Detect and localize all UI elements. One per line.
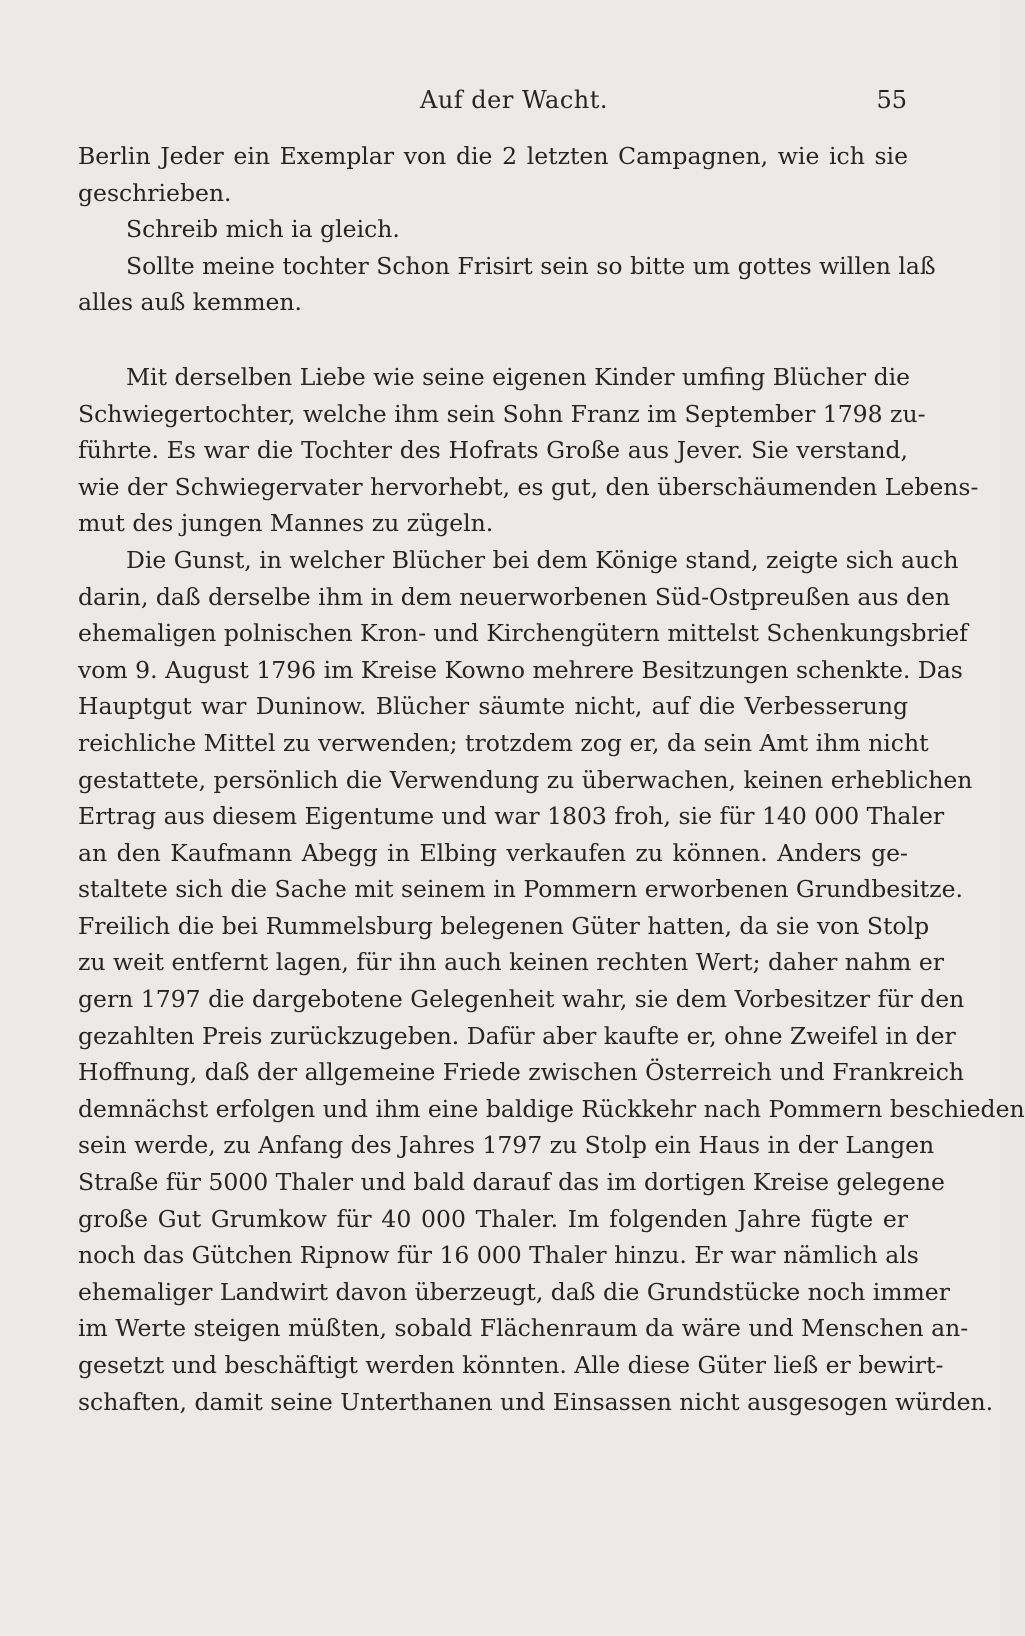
text-line: Sollte meine tochter Schon Frisirt sein so bitte um gottes willen laß (126, 251, 936, 280)
paragraph (78, 359, 979, 542)
running-head (0, 86, 1000, 122)
letter-quote (78, 138, 936, 321)
text-line: Straße für 5000 Thaler und bald darauf das im dortigen Kreise gelegene (78, 1168, 945, 1197)
text-line: vom 9. August 1796 im Kreise Kowno mehrere Besitzungen schenkte. Das (78, 655, 963, 684)
text-line: Ertrag aus diesem Eigentume und war 1803 froh, sie für 140 000 Thaler (78, 802, 945, 831)
text-line: sein werde, zu Anfang des Jahres 1797 zu Stolp ein Haus in der Langen (78, 1131, 935, 1160)
text-line: Hauptgut war Duninow. Blücher säumte nicht, auf die Verbesserung (78, 692, 908, 721)
text-line: im Werte steigen müßten, sobald Flächenraum da wäre und Menschen an- (78, 1314, 969, 1343)
text-line: gern 1797 die dargebotene Gelegenheit wahr, sie dem Vorbesitzer für den (78, 985, 965, 1014)
text-line: gezahlten Preis zurückzugeben. Dafür aber kaufte er, ohne Zweifel in der (78, 1021, 956, 1050)
text-line: staltete sich die Sache mit seinem in Pommern erworbenen Grundbesitze. (78, 875, 963, 904)
text-line: reichliche Mittel zu verwenden; trotzdem zog er, da sein Amt ihm nicht (78, 728, 929, 757)
paragraph (78, 542, 1025, 1420)
text-line: schaften, damit seine Unterthanen und Einsassen nicht ausgesogen würden. (78, 1387, 994, 1416)
running-title: Auf der Wacht. (420, 86, 609, 114)
text-line: Berlin Jeder ein Exemplar von die 2 letzten Campagnen, wie ich sie (78, 142, 908, 170)
page-number: 55 (876, 86, 907, 114)
text-line: Die Gunst, in welcher Blücher bei dem Könige stand, zeigte sich auch (126, 545, 959, 574)
text-line: führte. Es war die Tochter des Hofrats Große aus Jever. Sie verstand, (78, 436, 908, 465)
text-line: alles auß kemmen. (78, 288, 303, 317)
text-line: wie der Schwiegervater hervorhebt, es gut, den überschäumenden Lebens- (78, 472, 979, 501)
text-line: ehemaligen polnischen Kron- und Kirchengütern mittelst Schenkungsbrief (78, 619, 968, 648)
text-line: darin, daß derselbe ihm in dem neuerworbenen Süd-Ostpreußen aus den (78, 582, 951, 611)
text-line: Freilich die bei Rummelsburg belegenen Güter hatten, da sie von Stolp (78, 911, 930, 940)
text-line: noch das Gütchen Ripnow für 16 000 Thaler hinzu. Er war nämlich als (78, 1241, 919, 1270)
text-line: mut des jungen Mannes zu zügeln. (78, 509, 494, 538)
text-line: ehemaliger Landwirt davon überzeugt, daß die Grundstücke noch immer (78, 1277, 950, 1306)
text-line: zu weit entfernt lagen, für ihn auch keinen rechten Wert; daher nahm er (78, 948, 944, 977)
text-line: gestattete, persönlich die Verwendung zu überwachen, keinen erheblichen (78, 765, 973, 794)
text-line: an den Kaufmann Abegg in Elbing verkaufen zu können. Anders ge- (78, 838, 908, 867)
text-line: große Gut Grumkow für 40 000 Thaler. Im folgenden Jahre fügte er (78, 1204, 908, 1233)
text-line: Schwiegertochter, welche ihm sein Sohn Franz im September 1798 zu- (78, 399, 926, 428)
text-line: gesetzt und beschäftigt werden könnten. Alle diese Güter ließ er bewirt- (78, 1351, 944, 1379)
text-line: demnächst erfolgen und ihm eine baldige Rückkehr nach Pommern beschieden (78, 1094, 1025, 1123)
text-block (78, 138, 1025, 1420)
paragraph-gap (78, 321, 908, 359)
text-line: Hoffnung, daß der allgemeine Friede zwischen Österreich und Frankreich (78, 1058, 965, 1087)
text-line: Mit derselben Liebe wie seine eigenen Kinder umfing Blücher die (126, 362, 911, 391)
text-line: Schreib mich ia gleich. (126, 215, 400, 244)
text-line: geschrieben. (78, 178, 232, 207)
